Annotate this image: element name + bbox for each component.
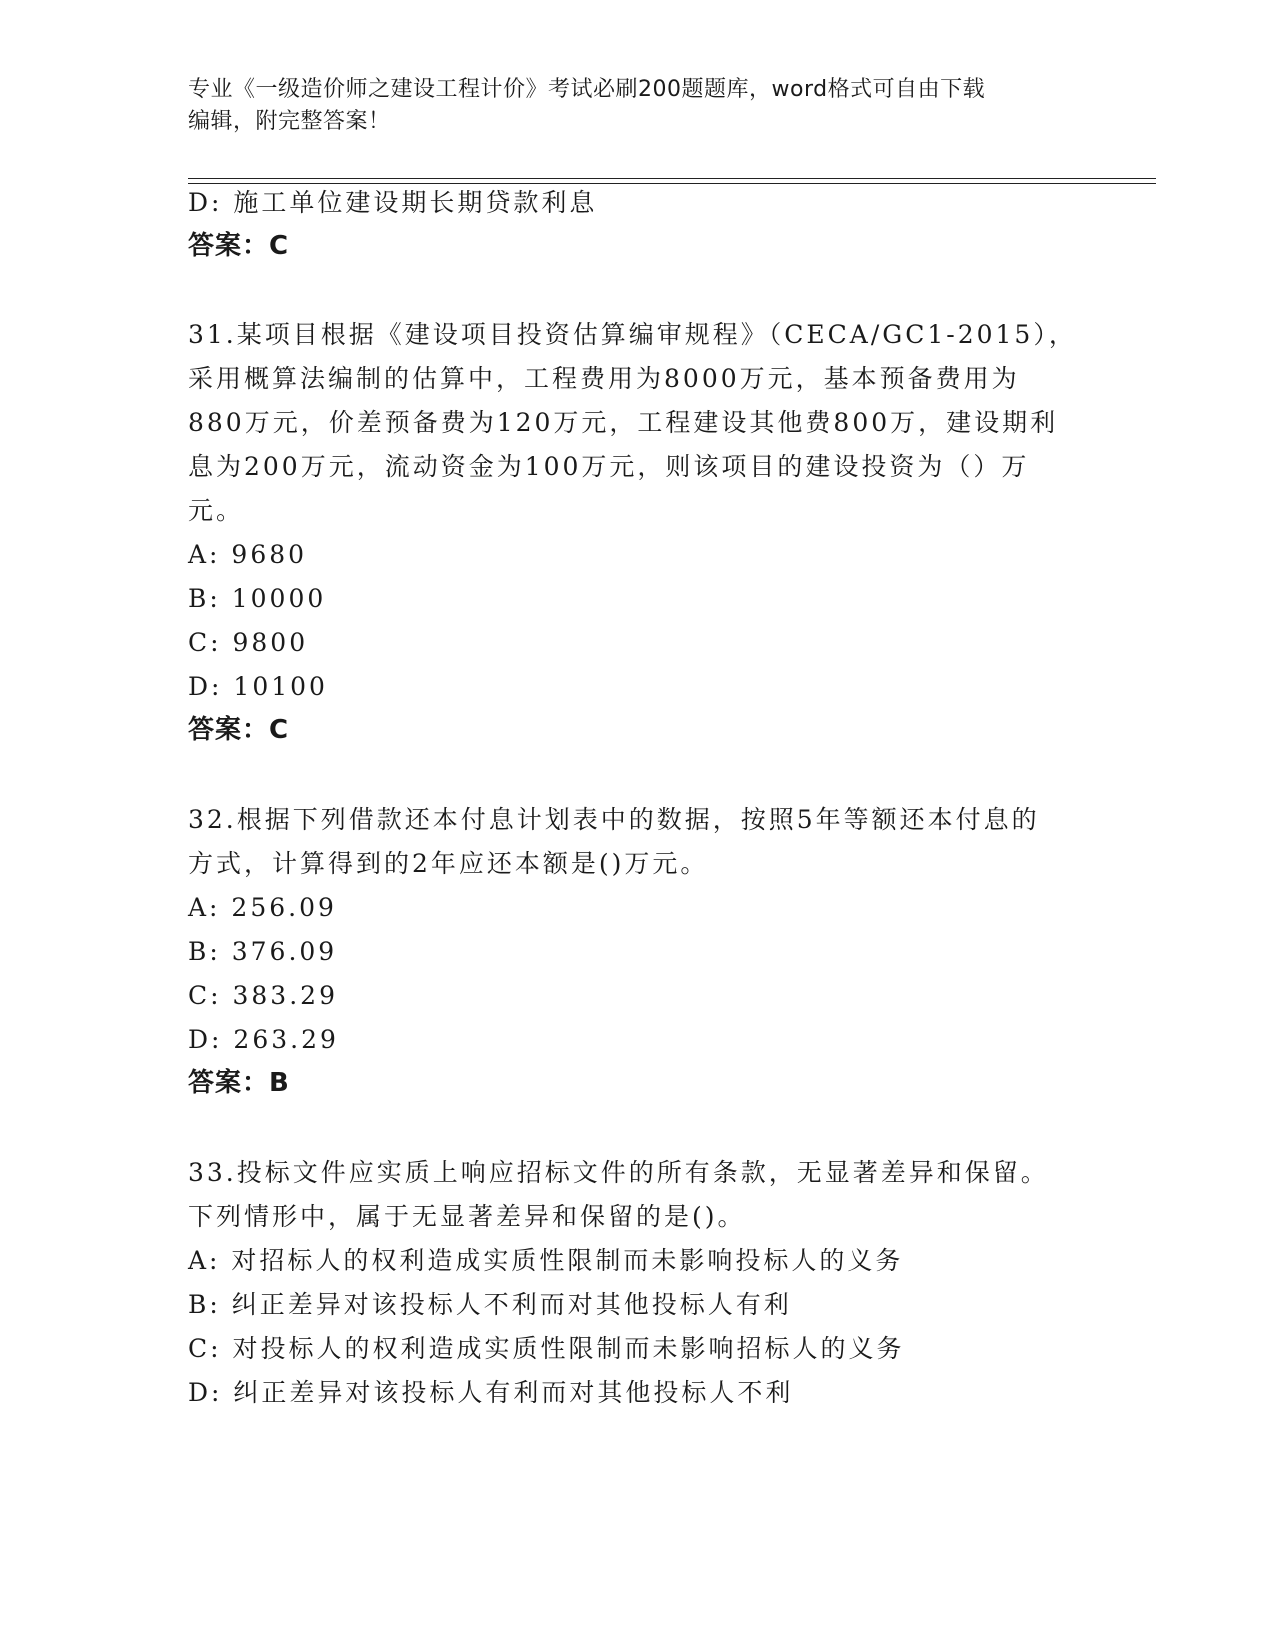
q33-option-a: A: 对招标人的权利造成实质性限制而未影响投标人的义务 <box>188 1246 904 1275</box>
q30-answer: 答案：C <box>188 231 290 261</box>
document-header <box>188 74 1088 138</box>
q33-option-d: D: 纠正差异对该投标人有利而对其他投标人不利 <box>188 1378 794 1407</box>
q31-text-line: 880万元，价差预备费为120万元，工程建设其他费800万，建设期利 <box>188 408 1059 437</box>
q33-option-c: C: 对投标人的权利造成实质性限制而未影响招标人的义务 <box>188 1334 905 1363</box>
q32-option-d: D: 263.29 <box>188 1025 339 1054</box>
q33-option-b: B: 纠正差异对该投标人不利而对其他投标人有利 <box>188 1290 792 1319</box>
q32-text-line: 32.根据下列借款还本付息计划表中的数据，按照5年等额还本付息的 <box>188 805 1040 834</box>
q31-text-line: 元。 <box>188 496 245 525</box>
header-line-2: 编辑，附完整答案！ <box>188 109 391 134</box>
q31-option-b: B: 10000 <box>188 584 327 613</box>
q31-option-c: C: 9800 <box>188 628 309 657</box>
q32-option-a: A: 256.09 <box>188 893 337 922</box>
header-rule-top <box>188 178 1156 179</box>
q30-option-d: D: 施工单位建设期长期贷款利息 <box>188 188 598 217</box>
q33-text-line: 33.投标文件应实质上响应招标文件的所有条款，无显著差异和保留。 <box>188 1158 1049 1187</box>
q31-text-line: 采用概算法编制的估算中，工程费用为8000万元，基本预备费用为 <box>188 364 1020 393</box>
q32-answer: 答案：B <box>188 1068 290 1098</box>
q31-option-a: A: 9680 <box>188 540 308 569</box>
q32-option-b: B: 376.09 <box>188 937 338 966</box>
header-line-1: 专业《一级造价师之建设工程计价》考试必刷200题题库，word格式可自由下载 <box>188 77 986 102</box>
q31-option-d: D: 10100 <box>188 672 328 701</box>
q33-text-line: 下列情形中，属于无显著差异和保留的是()。 <box>188 1202 746 1231</box>
q31-text-line: 31.某项目根据《建设项目投资估算编审规程》（CECA/GC1-2015）， <box>188 320 1077 349</box>
q32-option-c: C: 383.29 <box>188 981 338 1010</box>
q31-text-line: 息为200万元，流动资金为100万元，则该项目的建设投资为（）万 <box>188 452 1030 481</box>
q31-answer: 答案：C <box>188 715 290 745</box>
header-rule-bottom <box>188 183 1156 184</box>
q32-text-line: 方式，计算得到的2年应还本额是()万元。 <box>188 849 709 878</box>
